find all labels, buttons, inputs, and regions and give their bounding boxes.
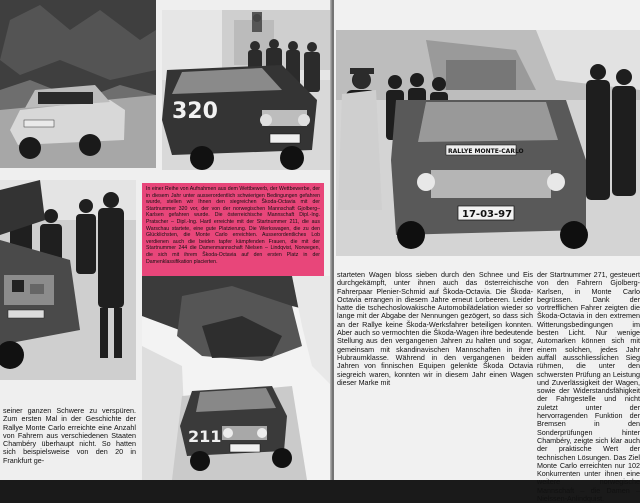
rally-banner: RALLYE MONTE-CARLO — [448, 148, 524, 155]
left-page — [0, 0, 332, 480]
car-number-320: 320 — [172, 99, 218, 124]
right-page-column-2: der Startnummer 271, gesteuert von den Fahrern Gjolberg-Karlsen, in Monte Carlo begrüssen. Dank der vortrefflichen Fahrer zeigten die Škoda-Octavia in den extremen Witterungsbedingungen im besten Licht. Nur wenige Automarken können sich mit einem solchen, jedes Jahr auffall ausschliesslichen Sieg rühmen, die unter den schwersten Prüfung an Leistung und Zuverlässigkeit der Wagen, sowie der Widerstandsfähigkeit der Fahrgestelle und nicht zuletzt unter der hervorragenden Funktion der Bremsen in den Sonderprüfungen hinter Chambéry, zeigte sich klar auch der praktische Wert der technischen Lösungen. Das Ziel Monte Carlo erreichten nur 102 Konkurrenten unter ihnen eine weitere norwegische Mannschaft – die Damen – Nielssen-Anlindquist. — [537, 270, 640, 503]
left-page-body-text: seiner ganzen Schwere zu verspüren. Zum ersten Mal in der Geschichte der Rallye Monte Carlo erreichte eine Anzahl von Fahrern aus verschiedenen Staaten Chambéry überhaupt nicht. So hatten sich beispielsweise von den 20 in Frankfurt ge- — [3, 406, 136, 465]
car-number-211: 211 — [188, 427, 222, 446]
photo-rally-car-mountain-road — [0, 0, 156, 168]
license-plate: 17-03-97 — [462, 209, 513, 220]
photo-winning-car-crowd — [336, 30, 640, 256]
photo-caption: In einer Reihe von Aufnahmen aus dem Wettbewerb, der Wettbewerbe, der in diesem Jahr unter ausserordentlich schwierigen Bedingungen gefahren wurde, stellen wir Ihnen den siegreichen Škoda-Octavia mit der Startnummer 320 vor, der von der norwegischen Mannschaft Gjolberg–Karlsen gefahren wurde. Die österreichische Mannschaft Dipl.-Ing. Pratscher – Dipl.-Ing. Hartl erreichte mit der Startnummer 211, die aus Warschau startete, eine gute Platzierung. Die Werkswagen, die zu den Glücklichsten, die Monte Carlo erreichten. Ausserordentliches Lob verdienen auch die beiden tapfer kämpfenden Frauen, die mit der Startnummer 244 die Damenmannschaft Nielsen – Lindqvist, Norwegen, die sich mit ihrem Škoda-Octavia auf den ersten Platz in der Damenklassifikation placierten. — [142, 183, 324, 279]
right-page-column-1: starteten Wagen bloss sieben durch den Schnee und Eis durchgekämpft, unter ihnen auch das österreichische Fahrerpaar Plenier-Schmid auf Škoda-Octavia. Die Škoda-Octavia errangen in diesem Jahre erneut Lorbeeren. Leider hatte die tschechoslowakische Automobilädelation wieder so lange mit der Abgabe der Nennungen gezögert, so dass sich an der Rallye keine Škoda-Werksfahrer beteiligen konnten. Aber auch so vermochten die Škoda-Wagen ihre bedeutende Stellung aus den vergangenen Jahren zu halten und sogar, gemeinsam mit skandinavischen Mannschaften in ihrer Hubraumklasse. Während in den vergangenen beiden Jahren von finnischen Equipen gelenkte Škoda Octavia siegreich waren, konnten wir in diesem Jahr einen Wagen dieser Marke mit — [337, 270, 533, 387]
photo-rally-car-snowy-road — [142, 276, 332, 480]
photo-rally-car-320-start — [162, 10, 330, 170]
photo-mechanics-at-engine — [0, 180, 136, 380]
